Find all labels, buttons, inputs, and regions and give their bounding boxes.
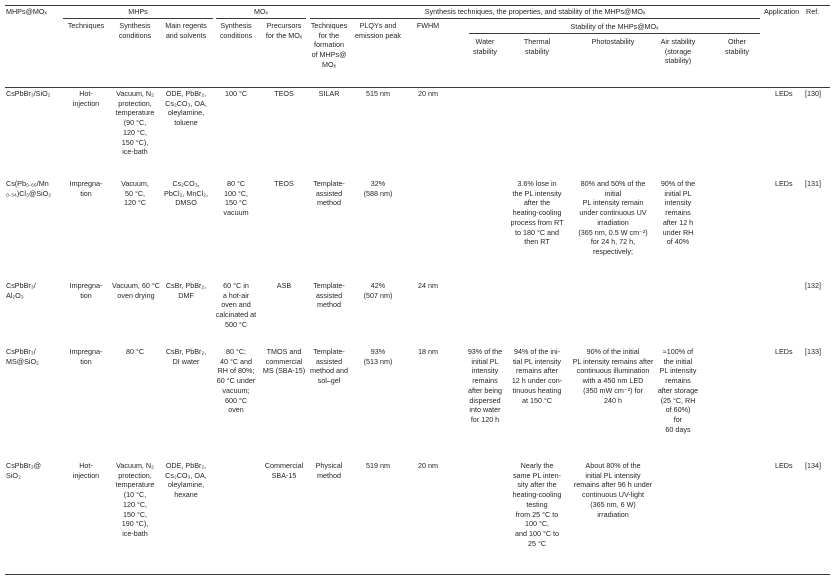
bottom-rule xyxy=(5,574,830,575)
cell-regents: CsBr, PbBr₂, DMF xyxy=(165,281,207,300)
header-rule-stability xyxy=(469,33,760,34)
header-group-mox: MOₓ xyxy=(254,7,268,16)
cell-formation: Template- assisted method xyxy=(313,179,345,208)
cell-regents: ODE, PbBr₂, Cs₂CO₃, OA, oleylamine, toluene xyxy=(165,89,207,128)
header-synthesis-conditions: Synthesis conditions xyxy=(118,21,152,40)
cell-application: LEDs xyxy=(775,461,793,470)
cell-precursor: TEOS xyxy=(274,89,294,98)
cell-formation: SILAR xyxy=(318,89,340,98)
header-ref: Ref. xyxy=(806,7,820,16)
cell-fwhm: 20 nm xyxy=(418,461,438,470)
cell-mox-conditions: 80 °C; 40 °C and RH of 80%; 60 °C under vacuum; 600 °C oven xyxy=(216,347,256,415)
top-rule xyxy=(5,5,830,6)
cell-technique: Hot- injection xyxy=(72,89,100,108)
cell-photo: About 80% of the initial PL intensity remains after 96 h under continuous UV-light (365 nm, 6 W) irradiation xyxy=(573,461,653,519)
header-bottom-rule xyxy=(5,87,830,88)
cell-material: Cs(Pb₀.₆₆/Mn ₀.₃₄)Cl₃@SiO₂ xyxy=(6,179,52,198)
cell-conditions: Vacuum, 60 °C oven drying xyxy=(112,281,160,300)
header-group-synthesis: Synthesis techniques, the properties, and stability of the MHPs@MOₓ xyxy=(424,7,646,16)
header-fwhm: FWHM xyxy=(416,21,440,30)
cell-plqy: 42% (507 nm) xyxy=(363,281,393,300)
cell-plqy: 515 nm xyxy=(366,89,390,98)
cell-regents: ODE, PbBr₂, Cs₂CO₃, OA, oleylamine, hexane xyxy=(165,461,207,500)
header-photo: Photostability xyxy=(591,37,635,46)
cell-regents: Cs₂CO₃, PbCl₂, MnCl₂, DMSO xyxy=(164,179,208,208)
cell-conditions: Vacuum, N₂ protection, temperature (10 °C, 120 °C, 150 °C, 190 °C), ice-bath xyxy=(115,461,155,538)
header-application: Application xyxy=(764,7,800,16)
cell-regents: CsBr, PbBr₂, DI water xyxy=(165,347,207,366)
cell-precursor: Commercial SBA-15 xyxy=(264,461,304,480)
cell-ref: [134] xyxy=(805,461,821,470)
cell-plqy: 93% (513 nm) xyxy=(363,347,393,366)
cell-technique: Impregna- tion xyxy=(69,281,103,300)
header-plqy: PLQYs and emission peak xyxy=(355,21,401,40)
cell-mox-conditions: 100 °C xyxy=(224,89,248,98)
cell-mox-conditions: 80 °C 100 °C, 150 °C vacuum xyxy=(223,179,249,218)
cell-fwhm: 24 nm xyxy=(418,281,438,290)
header-water: Water stability xyxy=(473,37,497,56)
cell-application: LEDs xyxy=(775,89,793,98)
cell-thermal: 94% of the ini- tial PL intensity remains after 12 h under con- tinuous heating at 150 °C xyxy=(511,347,563,405)
cell-technique: Impregna- tion xyxy=(69,179,103,198)
cell-ref: [130] xyxy=(805,89,821,98)
header-techniques: Techniques xyxy=(67,21,105,30)
cell-fwhm: 18 nm xyxy=(418,347,438,356)
cell-photo: 80% and 50% of the initial PL intensity remain under continuous UV irradiation (365 nm, 0.5 W cm⁻²) for 24 h, 72 h, respectively; xyxy=(578,179,648,256)
cell-thermal: Nearly the same PL inten- sity after the heating-cooling testing from 25 °C to 100 °C, and 100 °C to 25 °C xyxy=(512,461,562,548)
cell-conditions: 80 °C xyxy=(125,347,145,356)
cell-material: CsPbBr₃/ Al₂O₃ xyxy=(6,281,36,300)
cell-water: 93% of the initial PL intensity remains after being dispersed into water for 120 h xyxy=(467,347,503,424)
cell-thermal: 3.6% lose in the PL intensity after the heating-cooling process from RT to 180 °C and then RT xyxy=(510,179,564,247)
cell-material: CsPbBr₃/ MS@SiO₂ xyxy=(6,347,39,366)
cell-plqy: 519 nm xyxy=(366,461,390,470)
cell-mox-conditions: 60 °C in a hot-air oven and calcinated at 500 °C xyxy=(215,281,257,329)
cell-air: 90% of the initial PL intensity remains after 12 h under RH of 40% xyxy=(660,179,696,247)
cell-precursor: TMOS and commercial MS (SBA-15) xyxy=(262,347,306,376)
header-thermal: Thermal stability xyxy=(523,37,551,56)
cell-material: CsPbBr₃/SiO₂ xyxy=(6,89,51,98)
header-rule-synthesis xyxy=(310,18,760,19)
header-formation: Techniques for the formation of MHPs@ MOₓ xyxy=(310,21,348,69)
cell-photo: 90% of the initial PL intensity remains after continuous illumination with a 450 nm LED (350 mW cm⁻²) for 240 h xyxy=(572,347,654,405)
cell-plqy: 32% (588 nm) xyxy=(363,179,393,198)
cell-conditions: Vacuum, N₂ protection, temperature (90 °C, 120 °C, 150 °C), ice-bath xyxy=(115,89,155,157)
header-air: Air stability (storage stability) xyxy=(660,37,696,66)
header-other: Other stability xyxy=(725,37,749,56)
cell-technique: Impregna- tion xyxy=(69,347,103,366)
header-mhps-mox: MHPs@MOₓ xyxy=(6,7,47,16)
cell-precursor: ASB xyxy=(276,281,292,290)
cell-ref: [131] xyxy=(805,179,821,188)
cell-material: CsPbBr₃@ SiO₂ xyxy=(6,461,41,480)
cell-ref: [132] xyxy=(805,281,821,290)
cell-formation: Template- assisted method xyxy=(313,281,345,310)
header-mox-synthesis: Synthesis conditions xyxy=(219,21,253,40)
cell-precursor: TEOS xyxy=(274,179,294,188)
cell-air: ≈100% of the initial PL intensity remains after storage (25 °C, RH of 60%) for 60 days xyxy=(657,347,699,434)
header-rule-mhps xyxy=(63,18,213,19)
header-group-mhps: MHPs xyxy=(128,7,148,16)
cell-conditions: Vacuum, 50 °C, 120 °C xyxy=(121,179,149,208)
cell-technique: Hot- injection xyxy=(72,461,100,480)
cell-application: LEDs xyxy=(775,179,793,188)
header-main-regents: Main regents and solvents xyxy=(165,21,207,40)
header-rule-mox xyxy=(216,18,306,19)
cell-application: LEDs xyxy=(775,347,793,356)
cell-formation: Template- assisted method and sol–gel xyxy=(310,347,348,386)
header-precursors: Precursors for the MOₓ xyxy=(265,21,303,40)
cell-fwhm: 20 nm xyxy=(418,89,438,98)
cell-formation: Physical method xyxy=(315,461,343,480)
header-group-stability: Stability of the MHPs@MOₓ xyxy=(570,22,659,31)
cell-ref: [133] xyxy=(805,347,821,356)
